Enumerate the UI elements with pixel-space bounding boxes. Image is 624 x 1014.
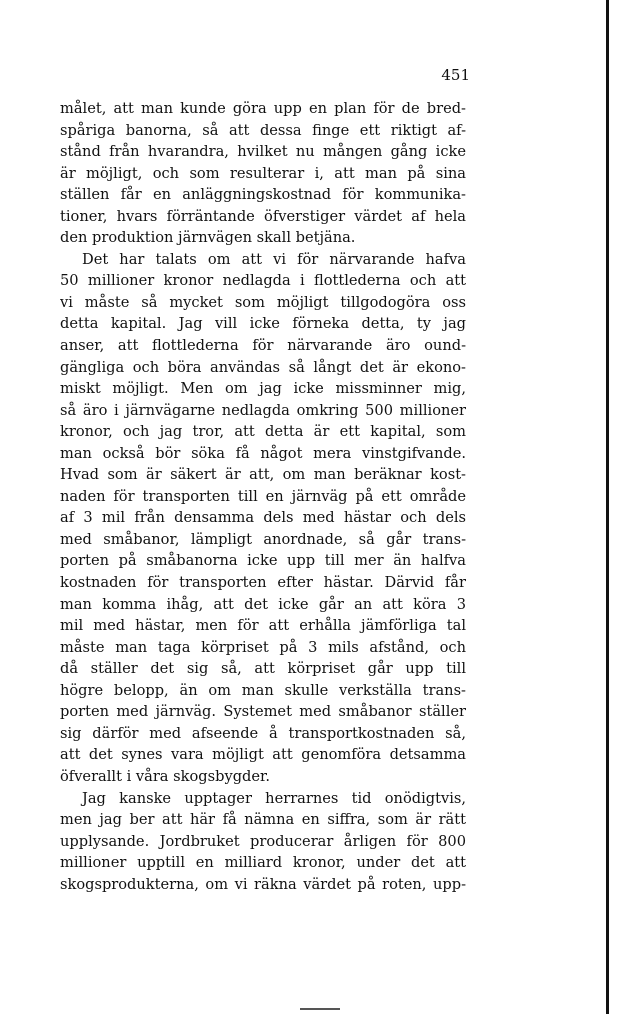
text-line: porten med järnväg. Systemet med småbanor ställer xyxy=(60,703,466,721)
text-line: porten på småbanorna icke upp till mer än halfva xyxy=(60,552,466,570)
text-line: då ställer det sig så, att körpriset går upp till xyxy=(60,660,466,678)
text-line: 50 millioner kronor nedlagda i flottlederna och att xyxy=(60,272,466,290)
text-line: måste man taga körpriset på 3 mils afstånd, och xyxy=(60,638,466,656)
scan-artifact-mark xyxy=(300,1008,340,1010)
text-line: Jag kanske upptager herrarnes tid onödigtvis, xyxy=(82,789,466,807)
text-line: detta kapital. Jag vill icke förneka detta, ty jag xyxy=(60,315,466,333)
text-line: skogsprodukterna, om vi räkna värdet på roten, upp- xyxy=(60,875,466,893)
text-line: millioner upptill en milliard kronor, under det att xyxy=(60,854,466,872)
text-line: kronor, och jag tror, att detta är ett kapital, som xyxy=(60,423,466,441)
paragraph xyxy=(60,98,466,249)
text-line: miskt möjligt. Men om jag icke missminner mig, xyxy=(60,380,466,398)
text-line: att det synes vara möjligt att genomföra detsamma xyxy=(60,746,466,764)
text-line: gängliga och böra användas så långt det är ekono- xyxy=(60,358,466,376)
text-line: målet, att man kunde göra upp en plan för de bred- xyxy=(60,100,466,117)
text-line: mil med hästar, men för att erhålla jämförliga tal xyxy=(60,617,466,635)
text-line: Det har talats om att vi för närvarande hafva xyxy=(82,250,466,268)
page-edge-border xyxy=(606,0,609,1014)
text-line: anser, att flottlederna för närvarande äro ound- xyxy=(60,337,466,355)
text-line: den produktion järnvägen skall betjäna. xyxy=(60,229,356,247)
text-line: med småbanor, lämpligt anordnade, så går trans- xyxy=(60,530,466,548)
paragraph xyxy=(60,788,466,896)
text-line: upplysande. Jordbruket producerar årligen för 800 xyxy=(60,832,466,850)
text-line: spåriga banorna, så att dessa finge ett riktigt af- xyxy=(60,121,466,139)
text-line: stånd från hvarandra, hvilket nu mången gång icke xyxy=(60,143,466,161)
page-number: 451 xyxy=(441,66,470,84)
text-line: af 3 mil från densamma dels med hästar och dels xyxy=(60,509,466,527)
paragraph xyxy=(60,249,466,788)
text-line: så äro i järnvägarne nedlagda omkring 500 millioner xyxy=(60,401,466,419)
text-line: man också bör söka få något mera vinstgifvande. xyxy=(60,444,466,462)
text-line: är möjligt, och som resulterar i, att man på sina xyxy=(60,164,466,182)
text-line: Hvad som är säkert är att, om man beräknar kost- xyxy=(60,466,466,484)
text-line: naden för transporten till en järnväg på ett område xyxy=(60,487,466,505)
text-line: sig därför med afseende å transportkostnaden så, xyxy=(60,724,466,742)
text-line: öfverallt i våra skogsbygder. xyxy=(60,767,271,785)
text-line: högre belopp, än om man skulle verkställa trans- xyxy=(60,681,466,699)
body-text xyxy=(60,98,466,895)
text-line: kostnaden för transporten efter hästar. Därvid får xyxy=(60,574,466,592)
text-line: men jag ber att här få nämna en siffra, som är rätt xyxy=(60,811,466,829)
text-line: vi måste så mycket som möjligt tillgodogöra oss xyxy=(60,293,466,311)
text-line: man komma ihåg, att det icke går an att köra 3 xyxy=(60,595,466,613)
text-line: tioner, hvars förräntande öfverstiger värdet af hela xyxy=(60,207,466,225)
text-line: ställen får en anläggningskostnad för kommunika- xyxy=(60,186,466,204)
